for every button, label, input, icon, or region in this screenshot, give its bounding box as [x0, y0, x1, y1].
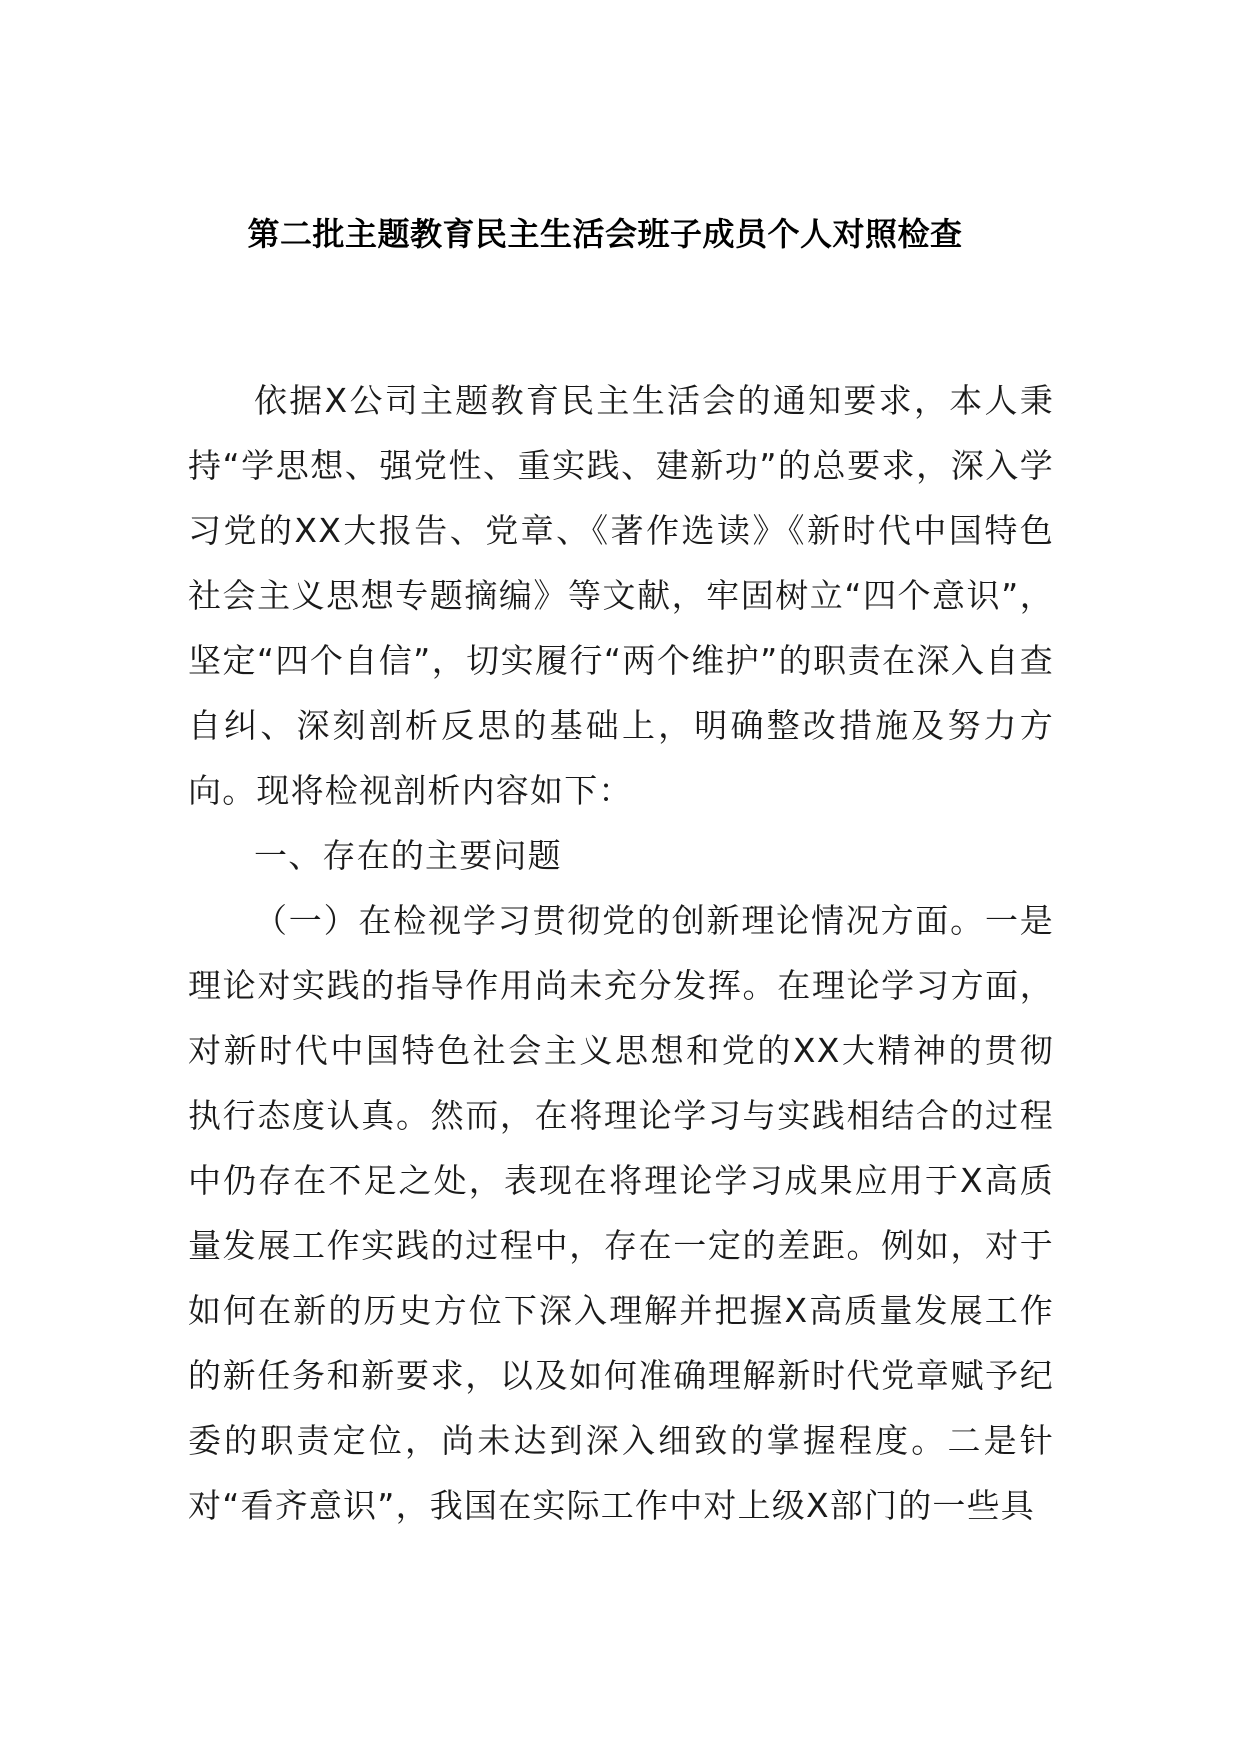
document-title: 第二批主题教育民主生活会班子成员个人对照检查 — [247, 215, 963, 253]
section-heading: 一、存在的主要问题 — [254, 836, 562, 875]
section-one-paragraph: （一）在检视学习贯彻党的创新理论情况方面。一是理论对实践的指导作用尚未充分发挥。在理论学习方面，对新时代中国特色社会主义思想和党的XX大精神的贯彻执行态度认真。然而，在将理论学习与实践相结合的过程中仍存在不足之处，表现在将理论学习成果应用于X高质量发展工作实践的过程中，存在一定的差距。例如，对于如何在新的历史方位下深入理解并把握X高质量发展工作的新任务和新要求，以及如何准确理解新时代党章赋予纪委的职责定位，尚未达到深入细致的掌握程度。二是针对“看齐意识”，我国在实际工作中对上级X部门的一些具 — [188, 901, 1054, 1525]
intro-paragraph: 依据X公司主题教育民主生活会的通知要求，本人秉持“学思想、强党性、重实践、建新功”的总要求，深入学习党的XX大报告、党章、《著作选读》《新时代中国特色社会主义思想专题摘编》等文献，牢固树立“四个意识”，坚定“四个自信”，切实履行“两个维护”的职责在深入自查自纠、深刻剖析反思的基础上，明确整改措施及努力方向。现将检视剖析内容如下： — [188, 381, 1054, 810]
